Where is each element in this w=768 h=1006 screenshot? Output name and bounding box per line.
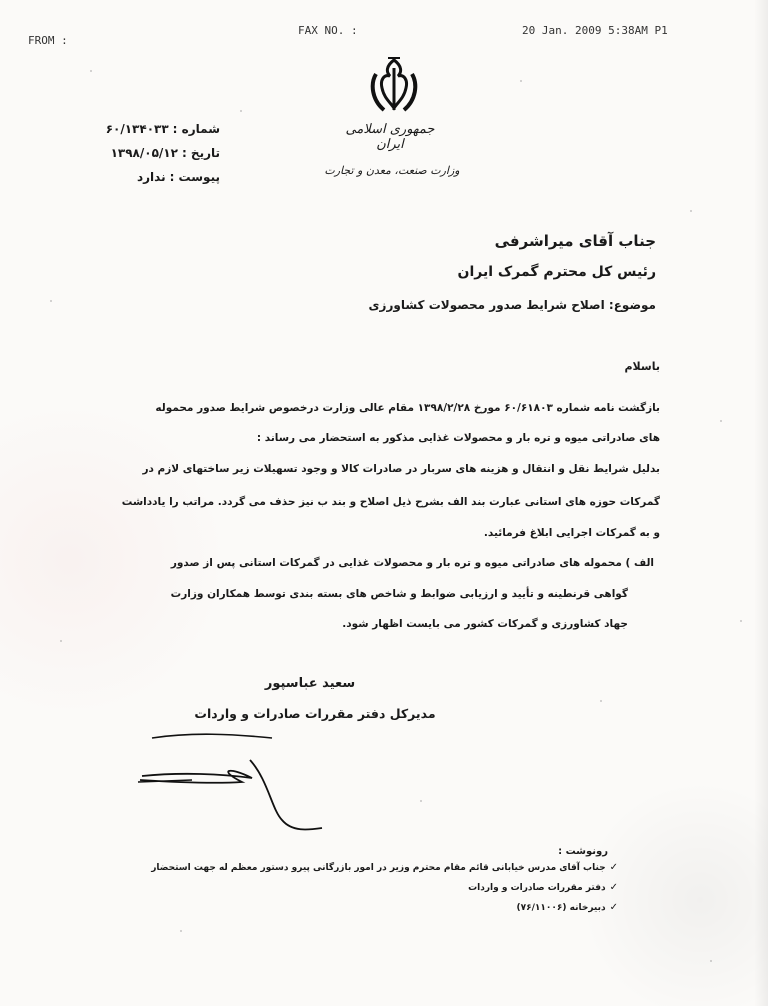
checkmark-icon: ✓ [609,862,618,873]
clause-line: گواهی قرنطینه و تأیید و ارزیابی ضوابط و شاخص های بسته بندی توسط همکاران وزارت [170,588,628,600]
letter-date [70,146,220,160]
checkmark-icon: ✓ [609,882,618,893]
clause-line: الف ) محموله های صادراتی میوه و تره بار و محصولات غذایی در گمرکات استانی پس از صدور [170,557,654,569]
body-line: بازگشت نامه شماره ۶۰/۶۱۸۰۳ مورخ ۱۳۹۸/۲/۲۸ مقام عالی وزارت درخصوص شرایط صدور محموله [155,402,660,414]
fax-datetime: 20 Jan. 2009 5:38AM P1 [522,24,668,37]
recipient-name: جناب آقای میراشرفی [494,232,656,250]
iran-emblem-icon [368,56,420,116]
body-line: گمرکات حوزه های استانی عبارت بند الف بشرح ذیل اصلاح و بند ب نیز حذف می گردد. مراتب را یادداشت [121,496,660,508]
cc-item [468,882,618,893]
date-label: تاریخ : [181,146,220,160]
attachment-label: پیوست : [169,170,220,184]
date-value: ۱۳۹۸/۰۵/۱۲ [110,146,178,160]
number-value: ۶۰/۱۳۴۰۳۳ [105,122,169,136]
attachment-value: ندارد [136,170,166,184]
checkmark-icon: ✓ [609,902,618,913]
cc-item [517,902,619,913]
body-line: بدلیل شرایط نقل و انتقال و هزینه های سربار در صادرات کالا و وجود تسهیلات زیر ساختهای لازم در [142,463,660,475]
letter-attachment [70,170,220,184]
ministry-name: وزارت صنعت، معدن و تجارت [324,164,460,177]
greeting: باسلام [624,360,660,373]
body-line: و به گمرکات اجرایی ابلاغ فرمائید. [483,527,660,539]
clause-line: جهاد کشاورزی و گمرکات کشور می بایست اظهار شود. [342,618,628,630]
fax-from: FROM : [28,34,68,47]
handwritten-signature [132,720,332,840]
recipient-title: رئیس کل محترم گمرک ایران [457,264,656,280]
fax-number: FAX NO. : [298,24,358,37]
body-line: های صادراتی میوه و تره بار و محصولات غذایی مذکور به استحضار می رساند : [256,432,660,444]
letter-subject: موضوع: اصلاح شرایط صدور محصولات کشاورزی [368,298,656,312]
number-label: شماره : [172,122,220,136]
cc-item [151,862,618,873]
cc-item-text: دفتر مقررات صادرات و واردات [468,883,606,893]
cc-item-text: دبیرخانه (۷۶/۱۱۰۰۶) [516,903,606,913]
letter-number [70,122,220,136]
signatory-name: سعید عباسپور [264,676,356,691]
cc-item-text: جناب آقای مدرس خیابانی قائم مقام محترم وزیر در امور بازرگانی پیرو دستور معظم له جهت استحضار [151,863,606,873]
cc-label: رونوشت : [558,846,608,857]
country-name: جمهوری اسلامی ایران [345,122,435,152]
signatory-title: مدیرکل دفتر مقررات صادرات و واردات [194,706,436,721]
